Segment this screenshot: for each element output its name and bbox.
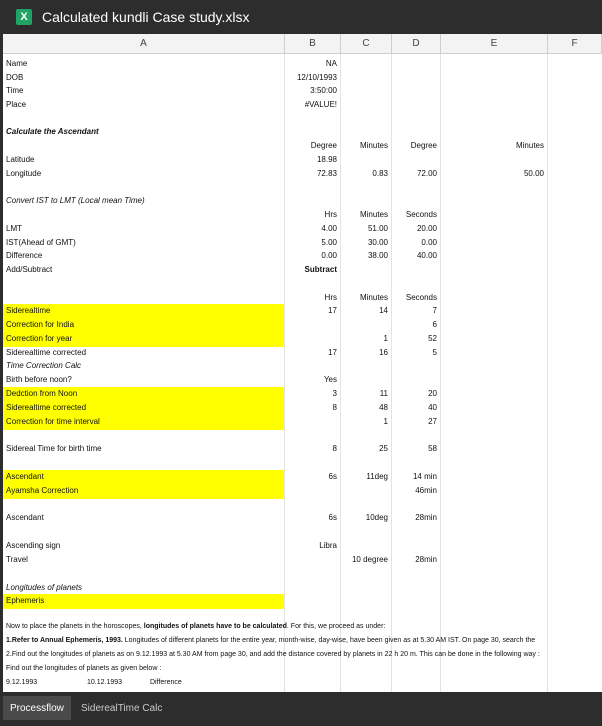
cell-c-sid-corrected2[interactable]: 48	[379, 403, 388, 412]
hdr-d-seconds2[interactable]: Seconds	[405, 293, 437, 302]
cell-a-deduction[interactable]: Dedction from Noon	[6, 389, 78, 398]
cell-a-addsub[interactable]: Add/Subtract	[6, 265, 53, 274]
cell-d-ayamsha[interactable]: 46min	[415, 486, 437, 495]
cell-a-ayamsha[interactable]: Ayamsha Correction	[6, 486, 79, 495]
hdr-b-degree[interactable]: Degree	[310, 141, 337, 150]
note-line-3[interactable]: 2.Find out the longitudes of planets as on 9.12.1993 at 5.30 AM from page 30, and add the distance covered by planets in 22 h 20 m. This can be done in the following way :	[6, 651, 540, 658]
cell-a-dob[interactable]: DOB	[6, 73, 24, 82]
cell-d-longitude[interactable]: 72.00	[416, 169, 437, 178]
note-line-4[interactable]: Find out the longitudes of planets as given below :	[6, 665, 162, 672]
cell-a-place[interactable]: Place	[6, 100, 27, 109]
cell-a-corr-interval[interactable]: Correction for time interval	[6, 417, 100, 426]
cell-b-addsub[interactable]: Subtract	[304, 265, 337, 274]
cell-b-ist[interactable]: 5.00	[321, 238, 337, 247]
column-header-d[interactable]: D	[392, 34, 441, 54]
cell-d-sidereal[interactable]: 7	[432, 306, 437, 315]
cell-d-corr-interval[interactable]: 27	[428, 417, 437, 426]
column-header-c[interactable]: C	[341, 34, 392, 54]
cell-a-long-planets[interactable]: Longitudes of planets	[6, 583, 83, 592]
hdr-c-minutes[interactable]: Minutes	[359, 141, 388, 150]
cell-a-lmt[interactable]: LMT	[6, 224, 22, 233]
hdr-d-degree[interactable]: Degree	[410, 141, 437, 150]
cell-c-sidereal[interactable]: 14	[379, 306, 388, 315]
cell-a-ist[interactable]: IST(Ahead of GMT)	[6, 238, 76, 247]
cell-c-ascendant1[interactable]: 11deg	[366, 472, 388, 481]
cell-d-difference[interactable]: 40.00	[416, 251, 437, 260]
cell-b-latitude[interactable]: 18.98	[316, 155, 337, 164]
cell-d-ascendant1[interactable]: 14 min	[412, 472, 437, 481]
cell-b-lmt[interactable]: 4.00	[321, 224, 337, 233]
cell-a-longitude[interactable]: Longitude	[6, 169, 42, 178]
cell-c-sid-birth[interactable]: 25	[379, 444, 388, 453]
sheet-tab-bar	[0, 692, 602, 726]
cell-b-difference[interactable]: 0.00	[321, 251, 337, 260]
cell-a-travel[interactable]: Travel	[6, 555, 28, 564]
cell-b-asc-sign[interactable]: Libra	[319, 541, 337, 550]
cell-c-longitude[interactable]: 0.83	[372, 169, 388, 178]
column-header-e[interactable]: E	[441, 34, 548, 54]
cell-a-latitude[interactable]: Latitude	[6, 155, 35, 164]
sheet-tab-sidereal-time-calc[interactable]: SiderealTime Calc	[81, 702, 163, 714]
cell-a-sid-corrected2[interactable]: Siderealtime corrected	[6, 403, 87, 412]
file-title: Calculated kundli Case study.xlsx	[42, 9, 250, 25]
cell-b-sid-corrected[interactable]: 17	[328, 348, 337, 357]
cell-d-sid-corrected[interactable]: 5	[432, 348, 437, 357]
note-line-5-b[interactable]: 10.12.1993	[87, 679, 123, 686]
cell-d-ist[interactable]: 0.00	[421, 238, 437, 247]
title-bar	[0, 0, 602, 34]
cell-d-ascendant2[interactable]: 28min	[415, 513, 437, 522]
cell-c-difference[interactable]: 38.00	[367, 251, 388, 260]
cell-b-ascendant1[interactable]: 6s	[328, 472, 337, 481]
hdr-e-minutes[interactable]: Minutes	[515, 141, 544, 150]
cell-b-deduction[interactable]: 3	[332, 389, 337, 398]
cell-c-sid-corrected[interactable]: 16	[379, 348, 388, 357]
spreadsheet-grid[interactable]	[3, 34, 602, 692]
cell-b-longitude[interactable]: 72.83	[316, 169, 337, 178]
cell-c-corr-year[interactable]: 1	[383, 334, 388, 343]
cell-c-corr-interval[interactable]: 1	[383, 417, 388, 426]
sheet-tab-processflow[interactable]: Processflow	[3, 696, 71, 720]
section-heading-convert[interactable]: Convert IST to LMT (Local mean Time)	[6, 196, 145, 205]
column-header-a[interactable]: A	[3, 34, 285, 54]
cell-d-sid-corrected2[interactable]: 40	[428, 403, 437, 412]
cell-a-corr-year[interactable]: Correction for year	[6, 334, 73, 343]
note-line-5-c[interactable]: Difference	[150, 679, 182, 686]
cell-b-sidereal[interactable]: 17	[328, 306, 337, 315]
note-line-5-a[interactable]: 9.12.1993	[6, 679, 38, 686]
cell-a-sidereal[interactable]: Siderealtime	[6, 306, 51, 315]
cell-b-place[interactable]: #VALUE!	[304, 100, 337, 109]
cell-b-time[interactable]: 3:50:00	[310, 86, 337, 95]
cell-d-lmt[interactable]: 20.00	[416, 224, 437, 233]
cell-b-birth-noon[interactable]: Yes	[323, 375, 337, 384]
cell-b-ascendant2[interactable]: 6s	[328, 513, 337, 522]
note-line-2[interactable]: 1.Refer to Annual Ephemeris, 1993. Longitudes of different planets for the entire year, month-wise, day-wise, have been given as at 5.30 AM IST. On page 30, search the	[6, 637, 536, 644]
cell-b-sid-birth[interactable]: 8	[332, 444, 337, 453]
cell-c-ascendant2[interactable]: 10deg	[365, 513, 388, 522]
cell-c-deduction[interactable]: 11	[379, 389, 388, 398]
hdr-c-minutes3[interactable]: Minutes	[359, 293, 388, 302]
hdr-b-hrs[interactable]: Hrs	[324, 210, 337, 219]
column-header-f[interactable]: F	[548, 34, 602, 54]
cell-e-longitude[interactable]: 50.00	[523, 169, 544, 178]
cell-a-asc-sign[interactable]: Ascending sign	[6, 541, 61, 550]
cell-a-sid-corrected[interactable]: Siderealtime corrected	[6, 348, 87, 357]
cell-c-lmt[interactable]: 51.00	[367, 224, 388, 233]
cell-b-name[interactable]: NA	[325, 59, 337, 68]
section-heading-ascendant[interactable]: Calculate the Ascendant	[6, 127, 99, 136]
cell-b-sid-corrected2[interactable]: 8	[332, 403, 337, 412]
cell-a-time[interactable]: Time	[6, 86, 24, 95]
cell-d-deduction[interactable]: 20	[428, 389, 437, 398]
cell-a-ascendant2[interactable]: Ascendant	[6, 513, 44, 522]
cell-c-ist[interactable]: 30.00	[367, 238, 388, 247]
cell-b-dob[interactable]: 12/10/1993	[296, 73, 337, 82]
excel-icon: X	[16, 9, 32, 25]
cell-a-birth-noon[interactable]: Birth before noon?	[6, 375, 72, 384]
highlight-ephemeris	[3, 594, 284, 609]
cell-d-corr-year[interactable]: 52	[428, 334, 437, 343]
hdr-b-hrs2[interactable]: Hrs	[324, 293, 337, 302]
cell-a-ascendant1[interactable]: Ascendant	[6, 472, 44, 481]
hdr-c-minutes2[interactable]: Minutes	[359, 210, 388, 219]
cell-a-difference[interactable]: Difference	[6, 251, 43, 260]
cell-a-time-corr-calc[interactable]: Time Correction Calc	[6, 361, 82, 370]
hdr-d-seconds[interactable]: Seconds	[405, 210, 437, 219]
cell-d-travel[interactable]: 28min	[415, 555, 437, 564]
cell-a-ephemeris[interactable]: Ephemeris	[6, 596, 45, 605]
cell-a-sid-birth[interactable]: Sidereal Time for birth time	[6, 444, 102, 453]
cell-a-name[interactable]: Name	[6, 59, 28, 68]
cell-d-sid-birth[interactable]: 58	[428, 444, 437, 453]
note-line-1[interactable]: Now to place the planets in the horoscopes, longitudes of planets have to be calculated. For this, we proceed as under:	[6, 623, 386, 630]
cell-c-travel[interactable]: 10 degree	[351, 555, 388, 564]
cell-a-corr-india[interactable]: Correction for India	[6, 320, 75, 329]
cell-d-corr-india[interactable]: 6	[432, 320, 437, 329]
column-header-b[interactable]: B	[285, 34, 341, 54]
highlight-ascendant1	[3, 470, 284, 485]
